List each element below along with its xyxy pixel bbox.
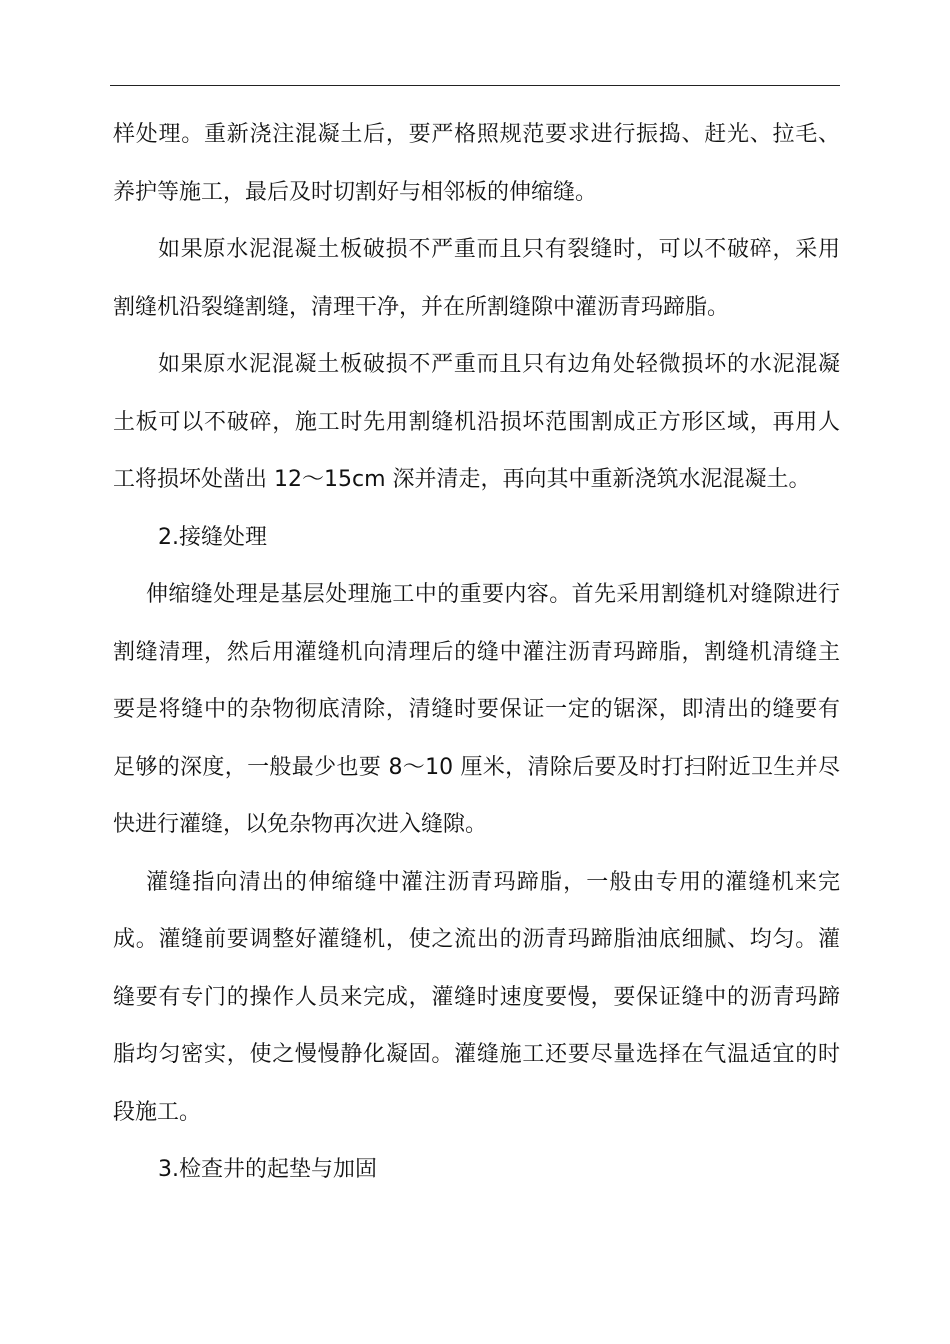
header-rule bbox=[110, 85, 840, 86]
text-line: 土板可以不破碎，施工时先用割缝机沿损坏范围割成正方形区域，再用人 bbox=[113, 409, 840, 435]
text-line: 快进行灌缝，以免杂物再次进入缝隙。 bbox=[113, 812, 488, 837]
text-line: 样处理。重新浇注混凝土后，要严格照规范要求进行振捣、赶光、拉毛、 bbox=[113, 122, 840, 147]
paragraph-start: 如果原水泥混凝土板破损不严重而且只有边角处轻微损坏的水泥混凝 bbox=[158, 352, 840, 377]
paragraph-start: 灌缝指向清出的伸缩缝中灌注沥青玛蹄脂，一般由专用的灌缝机来完 bbox=[146, 869, 840, 895]
text-line: 割缝清理，然后用灌缝机向清理后的缝中灌注沥青玛蹄脂，割缝机清缝主 bbox=[113, 639, 840, 665]
text-line: 缝要有专门的操作人员来完成，灌缝时速度要慢，要保证缝中的沥青玛蹄 bbox=[113, 984, 840, 1010]
text-line: 养护等施工，最后及时切割好与相邻板的伸缩缝。 bbox=[113, 179, 598, 205]
section-heading: 3.检查井的起垫与加固 bbox=[158, 1157, 377, 1182]
paragraph-start: 伸缩缝处理是基层处理施工中的重要内容。首先采用割缝机对缝隙进行 bbox=[146, 582, 840, 607]
text-line: 工将损坏处凿出 12～15cm 深并清走，再向其中重新浇筑水泥混凝土。 bbox=[113, 467, 811, 492]
text-line: 段施工。 bbox=[113, 1099, 202, 1125]
text-line: 成。灌缝前要调整好灌缝机，使之流出的沥青玛蹄脂油底细腻、均匀。灌 bbox=[113, 927, 840, 952]
text-line: 要是将缝中的杂物彻底清除，清缝时要保证一定的锯深，即清出的缝要有 bbox=[113, 697, 840, 722]
text-line: 割缝机沿裂缝割缝，清理干净，并在所割缝隙中灌沥青玛蹄脂。 bbox=[113, 294, 730, 320]
paragraph-start: 如果原水泥混凝土板破损不严重而且只有裂缝时，可以不破碎，采用 bbox=[158, 237, 840, 262]
text-line: 脂均匀密实，使之慢慢静化凝固。灌缝施工还要尽量选择在气温适宜的时 bbox=[113, 1042, 840, 1067]
section-heading: 2.接缝处理 bbox=[158, 524, 267, 550]
text-line: 足够的深度，一般最少也要 8～10 厘米，清除后要及时打扫附近卫生并尽 bbox=[113, 754, 840, 780]
document-body bbox=[113, 106, 840, 1199]
